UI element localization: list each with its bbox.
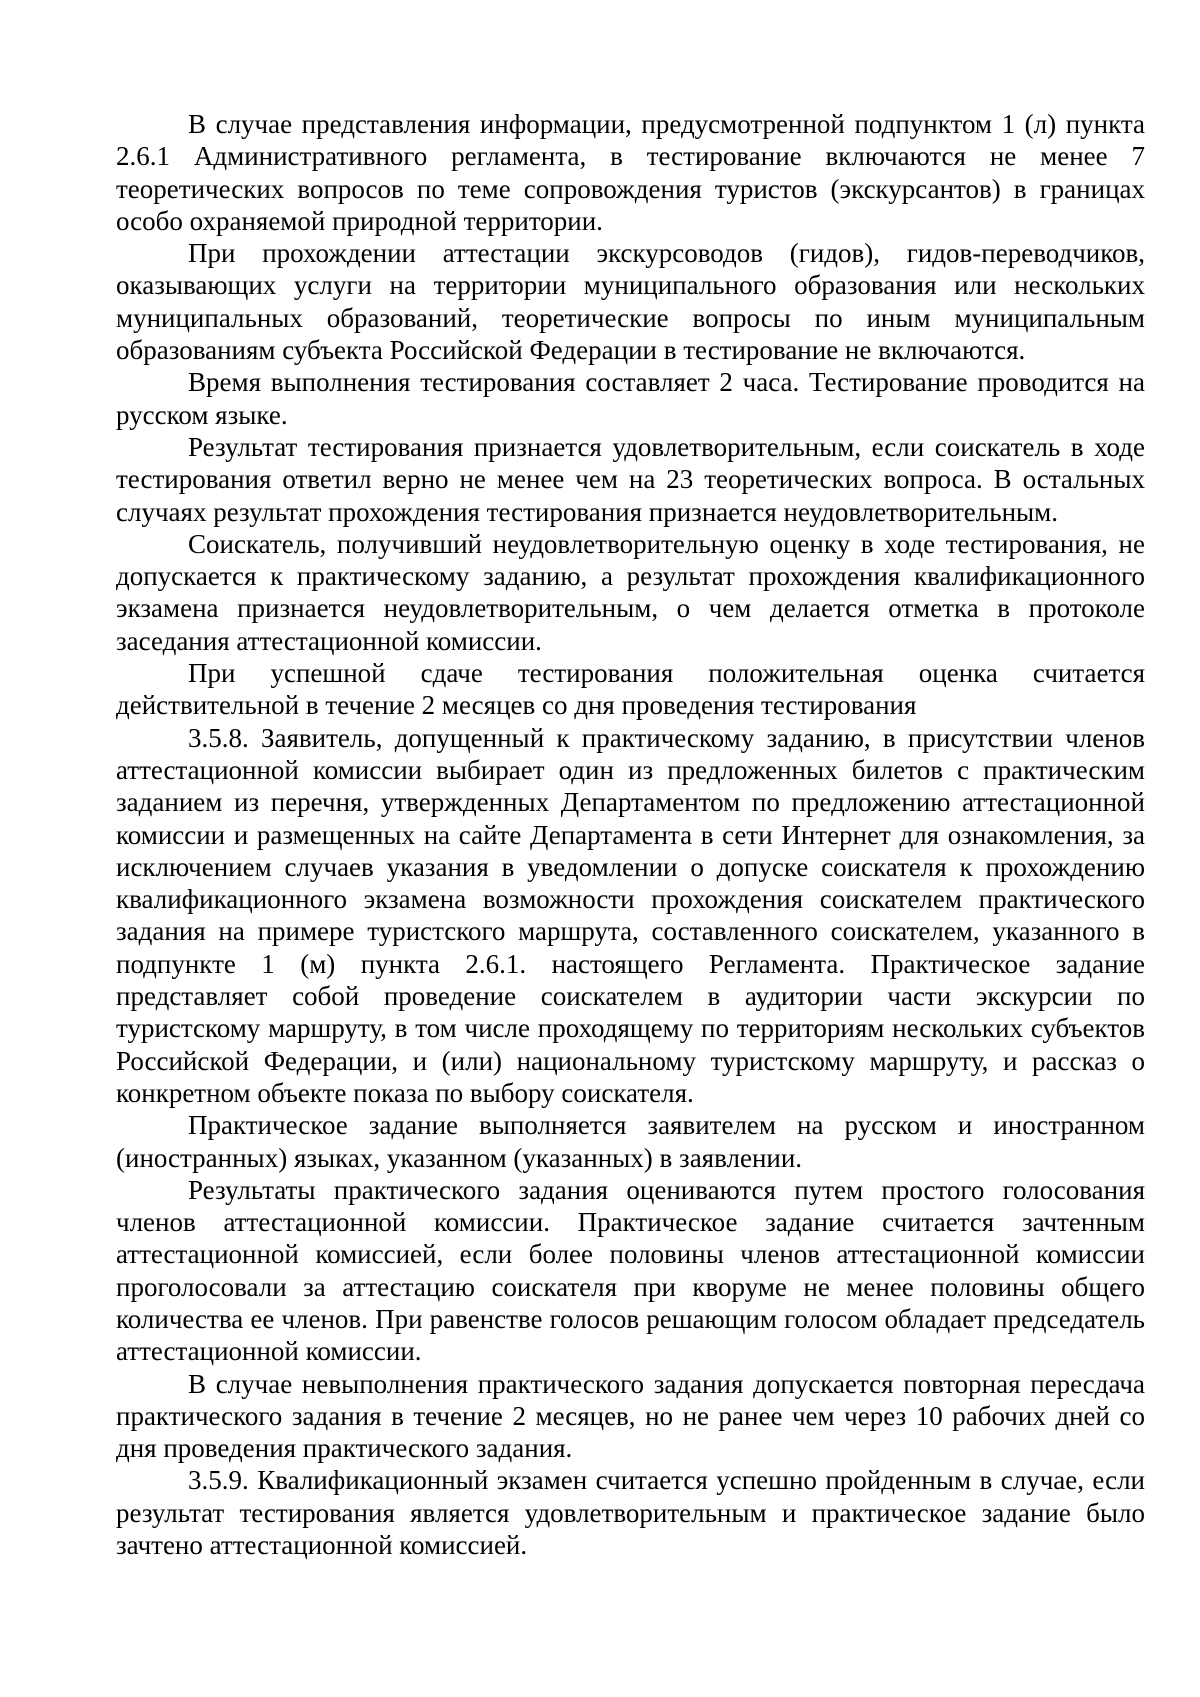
paragraph-municipal-questions: При прохождении аттестации экскурсоводов (гидов), гидов-переводчиков, оказывающих услуги на территории муниципального образования или нескольких муниципальных образований, теоретические вопросы по иным муниципальным образованиям субъекта Российской Федерации в тестирование не включаются. [116,238,1145,366]
paragraph-practical-task-languages: Практическое задание выполняется заявителем на русском и иностранном (иностранных) языках, указанном (указанных) в заявлении. [116,1110,1145,1173]
paragraph-section-3-5-9: 3.5.9. Квалификационный экзамен считается успешно пройденным в случае, если результат тестирования является удовлетворительным и практическое задание было зачтено аттестационной комиссией. [116,1465,1145,1561]
paragraph-test-duration: Время выполнения тестирования составляет 2 часа. Тестирование проводится на русском языке. [116,367,1145,430]
paragraph-test-questions-protected-area: В случае представления информации, предусмотренной подпунктом 1 (л) пункта 2.6.1 Административного регламента, в тестирование включаются не менее 7 теоретических вопросов по теме сопровождения туристов (экскурсантов) в границах особо охраняемой природной территории. [116,109,1145,236]
paragraph-test-result: Результат тестирования признается удовлетворительным, если соискатель в ходе тестирования ответил верно не менее чем на 23 теоретических вопроса. В остальных случаях результат прохождения тестирования признается неудовлетворительным. [116,431,1145,527]
paragraph-retake: В случае невыполнения практического задания допускается повторная пересдача практического задания в течение 2 месяцев, но не ранее чем через 10 рабочих дней со дня проведения практического задания. [116,1368,1145,1464]
paragraph-section-3-5-8: 3.5.8. Заявитель, допущенный к практическому заданию, в присутствии членов аттестационной комиссии выбирает один из предложенных билетов с практическим заданием из перечня, утвержденных Департаментом по предложению аттестационной комиссии и размещенных на сайте Департамента в сети Интернет для ознакомления, за исключением случаев указания в уведомлении о допуске соискателя к прохождению квалификационного экзамена возможности прохождения соискателем практического задания на примере туристского маршрута, составленного соискателем, указанного в подпункте 1 (м) пункта 2.6.1. настоящего Регламента. Практическое задание представляет собой проведение соискателем в аудитории части экскурсии по туристскому маршруту, в том числе проходящему по территориям нескольких субъектов Российской Федерации, и (или) национальному туристскому маршруту, и рассказ о конкретном объекте показа по выбору соискателя. [116,722,1145,1108]
paragraph-result-validity: При успешной сдаче тестирования положительная оценка считается действительной в течение 2 месяцев со дня проведения тестирования [116,658,1145,721]
paragraph-unsatisfactory-result: Соискатель, получивший неудовлетворительную оценку в ходе тестирования, не допускается к практическому заданию, а результат прохождения квалификационного экзамена признается неудовлетворительным, о чем делается отметка в протоколе заседания аттестационной комиссии. [116,528,1145,656]
paragraph-practical-task-voting: Результаты практического задания оцениваются путем простого голосования членов аттестационной комиссии. Практическое задание считается зачтенным аттестационной комиссией, если более половины членов аттестационной комиссии проголосовали за аттестацию соискателя при кворуме не менее половины общего количества ее членов. При равенстве голосов решающим голосом обладает председатель аттестационной комиссии. [116,1174,1145,1367]
